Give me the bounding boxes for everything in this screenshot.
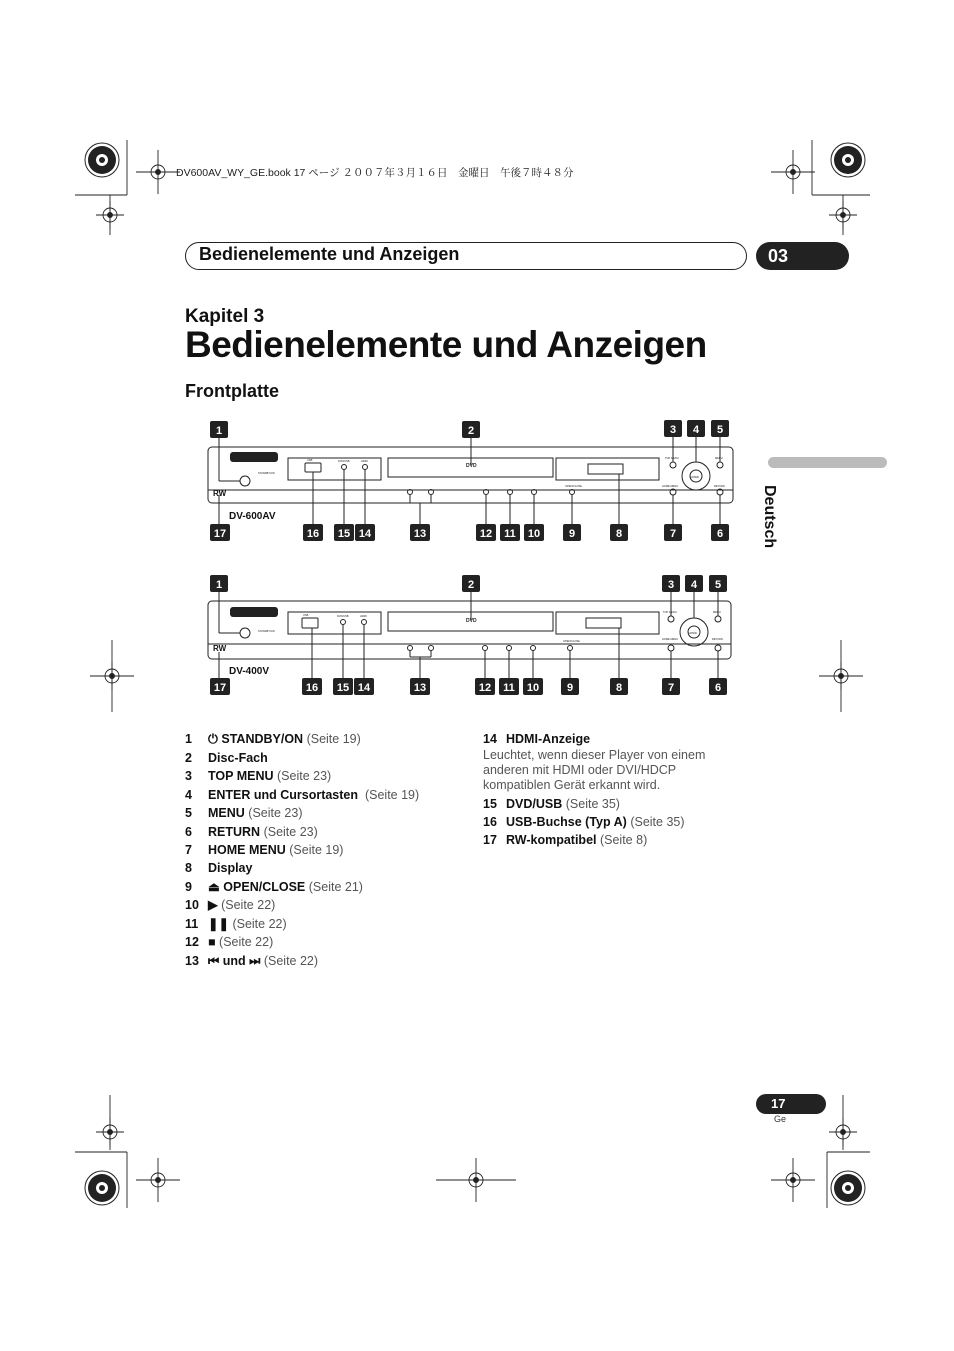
callout-13: 13 xyxy=(413,528,427,540)
callout-5: 5 xyxy=(716,424,724,436)
label-return: RETURN xyxy=(712,638,723,641)
callout-10: 10 xyxy=(527,528,541,540)
callout-4: 4 xyxy=(692,424,700,436)
list-item: 4 ENTER und Cursortasten (Seite 19) xyxy=(185,788,420,802)
label-hdmi: HDMI xyxy=(361,460,368,463)
list-item: 15 DVD/USB (Seite 35) xyxy=(483,797,620,811)
callout-5: 5 xyxy=(714,579,722,591)
list-item: 17 RW-kompatibel (Seite 8) xyxy=(483,833,648,847)
callout-8: 8 xyxy=(615,528,623,540)
callout-9: 9 xyxy=(568,528,576,540)
front-panel-diagram-1 xyxy=(0,410,954,549)
list-item: 14 HDMI-Anzeige xyxy=(483,732,591,746)
callout-1: 1 xyxy=(215,579,223,591)
list-item: 1 ⏻ STANDBY/ON (Seite 19) xyxy=(185,732,361,746)
list-item: 2 Disc-Fach xyxy=(185,751,268,765)
label-dvd-logo: DVD xyxy=(466,618,477,624)
callout-17: 17 xyxy=(213,682,227,694)
front-panel-diagram-2 xyxy=(0,570,954,700)
callout-8: 8 xyxy=(615,682,623,694)
label-top-menu: TOP MENU xyxy=(665,457,679,460)
callout-1: 1 xyxy=(215,425,223,437)
callout-11: 11 xyxy=(504,528,516,540)
label-menu: MENU xyxy=(715,457,723,460)
label-enter: ENTER xyxy=(688,632,697,635)
callout-12: 12 xyxy=(478,682,492,694)
label-hdmi: HDMI xyxy=(360,615,367,618)
list-item: 10 ▶ (Seite 22) xyxy=(185,898,276,912)
callout-17: 17 xyxy=(213,528,227,540)
label-home-menu: HOME MENU xyxy=(662,638,679,641)
list-item: 7 HOME MENU (Seite 19) xyxy=(185,843,344,857)
callout-3: 3 xyxy=(667,579,675,591)
callout-3: 3 xyxy=(669,424,677,436)
label-top-menu: TOP MENU xyxy=(663,611,677,614)
callout-6: 6 xyxy=(714,682,722,694)
list-item: 6 RETURN (Seite 23) xyxy=(185,825,318,839)
callout-4: 4 xyxy=(690,579,698,591)
callout-14: 14 xyxy=(358,528,372,540)
model-label-dv600av: DV-600AV xyxy=(229,511,276,522)
callout-7: 7 xyxy=(667,682,675,694)
callout-10: 10 xyxy=(526,682,540,694)
callout-badges-bottom xyxy=(210,524,729,541)
list-item: 11 ❚❚ (Seite 22) xyxy=(185,917,287,931)
callout-16: 16 xyxy=(305,682,319,694)
label-rw: RW xyxy=(213,489,227,498)
callout-12: 12 xyxy=(479,528,493,540)
page-title: Bedienelemente und Anzeigen xyxy=(185,324,707,365)
callout-11: 11 xyxy=(503,682,515,694)
callout-badges-bottom xyxy=(210,678,727,695)
callout-13: 13 xyxy=(413,682,427,694)
label-enter: ENTER xyxy=(690,476,699,479)
label-dvd-logo: DVD xyxy=(466,463,477,469)
label-home-menu: HOME MENU xyxy=(662,485,679,488)
label-return: RETURN xyxy=(714,485,725,488)
label-rw: RW xyxy=(213,644,227,653)
callout-6: 6 xyxy=(716,528,724,540)
page-number-badge: 17 xyxy=(756,1094,826,1114)
callout-15: 15 xyxy=(337,528,351,540)
callout-2: 2 xyxy=(467,579,475,591)
callout-16: 16 xyxy=(306,528,320,540)
book-info-line: DV600AV_WY_GE.book 17 ページ ２００７年３月１６日 金曜日 午後７時４８分 xyxy=(176,167,574,179)
label-standby: STANDBY/ON xyxy=(258,472,275,475)
list-item: 8 Display xyxy=(185,861,253,875)
chapter-label: Kapitel 3 xyxy=(185,306,265,327)
list-item: 12 ■ (Seite 22) xyxy=(185,935,274,949)
list-item: 16 USB-Buchse (Typ A) (Seite 35) xyxy=(483,815,685,829)
callout-14: 14 xyxy=(357,682,371,694)
callout-9: 9 xyxy=(566,682,574,694)
header-title: Bedienelemente und Anzeigen xyxy=(199,244,460,264)
label-usb: USB xyxy=(303,614,309,617)
callout-7: 7 xyxy=(669,528,677,540)
label-standby: STANDBY/ON xyxy=(258,630,275,633)
callout-2: 2 xyxy=(467,425,475,437)
list-item: 3 TOP MENU (Seite 23) xyxy=(185,769,332,783)
chapter-number-badge: 03 xyxy=(756,242,849,270)
callout-15: 15 xyxy=(336,682,350,694)
label-dvdusb: DVD/USB xyxy=(338,460,350,463)
list-item: 13 ⏮ und ⏭ (Seite 22) xyxy=(185,954,319,968)
callout-badges-top xyxy=(210,575,727,592)
page-language-code: Ge xyxy=(774,1114,787,1124)
section-title: Frontplatte xyxy=(185,381,279,401)
label-open-close: OPEN/CLOSE xyxy=(563,640,580,643)
label-dvdusb: DVD/USB xyxy=(337,615,349,618)
callout-badges-top xyxy=(210,420,729,438)
list-item: 5 MENU (Seite 23) xyxy=(185,806,303,820)
label-menu: MENU xyxy=(713,611,721,614)
list-item: 9 ⏏ OPEN/CLOSE (Seite 21) xyxy=(185,880,363,894)
language-tab-label: Deutsch xyxy=(761,485,778,549)
hdmi-description: Leuchtet, wenn dieser Player von einem anderen mit HDMI oder DVI/HDCP kompatiblen Gerät erkannt wird. xyxy=(483,748,706,792)
model-label-dv400v: DV-400V xyxy=(229,666,270,677)
label-usb: USB xyxy=(307,459,313,462)
label-open-close: OPEN/CLOSE xyxy=(565,485,582,488)
